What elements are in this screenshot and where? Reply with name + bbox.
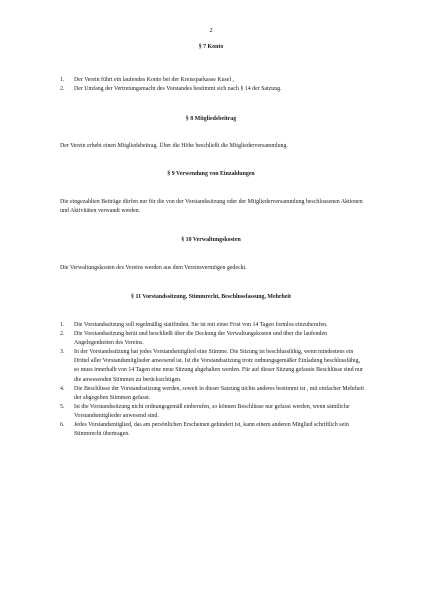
list-item [60, 330, 365, 348]
list-item-text: Die Vorstandssitzung soll regelmäßig stattfinden. Sie ist mit einer Frist von 14 Tagen formlos einzuberufen. [74, 322, 328, 328]
list-item [60, 76, 365, 85]
section-heading-11: § 11 Vorstandssitzung, Stimmrecht, Beschlussfassung, Mehrheit [131, 294, 291, 300]
list-item [60, 348, 365, 384]
section-heading-9: § 9 Verwendung von Einzahlungen [167, 171, 255, 177]
page-number: 2 [209, 27, 213, 34]
section-heading-10: § 10 Verwaltungskosten [181, 237, 241, 243]
list-item-text: Ist die Vorstandssitzung nicht ordnungsgemäß einberufen, so können Beschlüsse nur gefasst werden, wenn sämtliche Vorstandsmitglieder anwesend sind. [74, 403, 350, 419]
list-item [60, 321, 365, 330]
list-item-text: Die Beschlüsse der Vorstandssitzung werden, soweit in dieser Satzung nichts anderes bestimmt ist , mit einfacher Mehrheit der abgegeben Stimmen gefasst. [74, 385, 364, 401]
list-item [60, 385, 365, 403]
list-item-text: In der Vorstandssitzung hat jedes Vorstandsmitglied eine Stimme. Die Sitzung ist beschlussfähig, wenn mindestens ein Drittel aller Vorstandsmitglieder anwesend ist. Ist die Vorstandssitzung trotz ordnungsgemäßer Einladung beschlussfähig, so muss innerhalb von 14 Tagen eine neue Sitzung abgehalten werden. Für auf dieser Sitzung gefasste Beschlüsse sind nur die anwesenden Stimmen zu berücksichtigen. [74, 349, 363, 383]
section-7-list [60, 76, 365, 94]
list-item-text: Die Vorstandssitzung berät und beschließt über die Deckung der Verwaltungskosten und über die laufenden Angelegenheiten des Vereins. [74, 331, 328, 347]
list-item-text: Jedes Vorstandsmitglied, das am persönlichen Erscheinen gehindert ist, kann einem anderen Mitglied schriftlich sein Stimmrecht übertragen. [74, 422, 349, 438]
list-item-number: 1. [60, 322, 65, 328]
list-item [60, 85, 365, 94]
list-item-number: 2. [60, 331, 65, 338]
section-9-text: Die eingezahlten Beiträge dürfen nur für die von der Vorstandssitzung oder der Mitgliederversammlung beschlossenen Aktionen und Aktivitäten verwandt werden. [60, 199, 363, 215]
list-item-number: 1. [60, 77, 65, 83]
section-heading-8: § 8 Mitgliedsbeitrag [185, 116, 237, 122]
section-10-text: Die Verwaltungskosten des Vereins werden aus dem Vereinsvermögen gedeckt. [60, 265, 247, 271]
list-item-number: 3. [60, 349, 65, 356]
list-item-text: Der Umfang der Vertretungsmacht des Vorstandes bestimmt sich nach § 14 der Satzung. [74, 86, 282, 93]
section-8-text: Der Verein erhebt einen Mitgliedsbeitrag. Über die Höhe beschließt die Mitgliederversammlung. [60, 143, 288, 149]
list-item [60, 403, 365, 421]
section-11-list [60, 321, 365, 439]
list-item-number: 2. [60, 86, 65, 93]
list-item-number: 5. [60, 403, 65, 410]
list-item-text: Der Verein führt ein laufendes Konto bei der Kreissparkasse Kusel , [74, 77, 235, 83]
list-item-number: 4. [60, 385, 65, 392]
list-item [60, 421, 365, 439]
section-heading-7: § 7 Konto [198, 44, 224, 50]
list-item-number: 6. [60, 422, 65, 429]
